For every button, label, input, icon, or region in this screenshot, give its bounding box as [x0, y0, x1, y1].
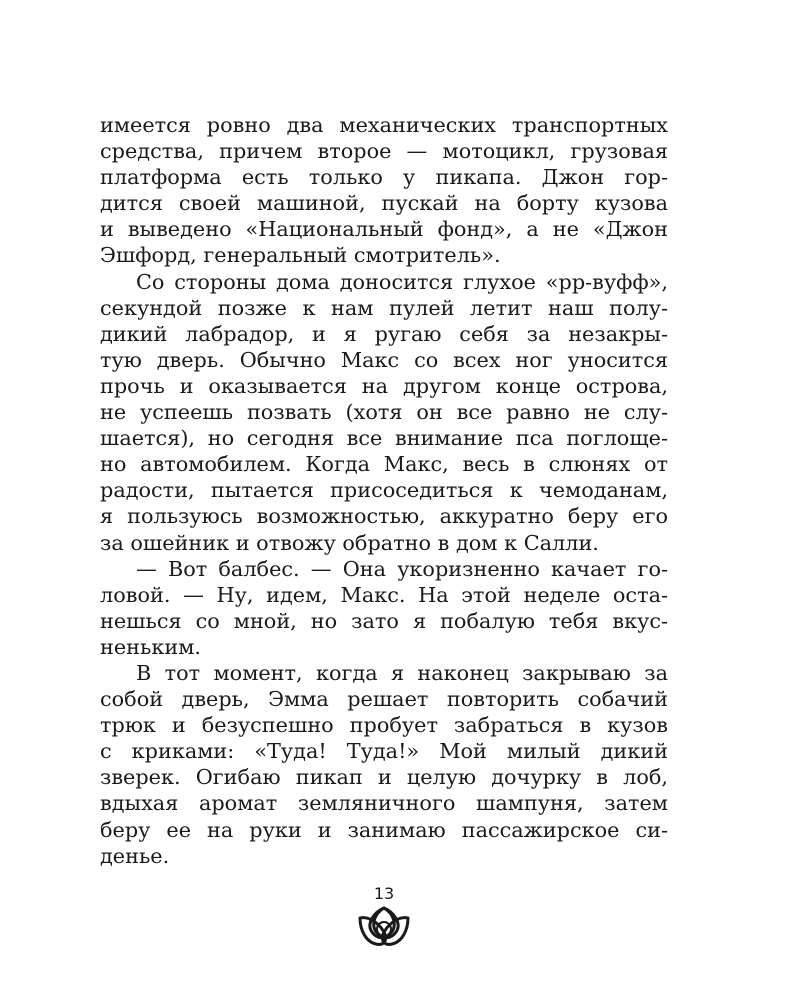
text-line: неньким. [100, 634, 201, 659]
text-line: Эшфорд, генеральный смотритель». [100, 243, 501, 268]
page-number: 13 [373, 884, 395, 903]
text-line: В тот момент, когда я наконец закрываю за [136, 660, 668, 685]
text-line: нешься со мной, но зато я побалую тебя вкус- [100, 608, 668, 633]
text-line: трюк и безуспешно пробует забраться в кузов [100, 713, 668, 738]
text-line: собой дверь, Эмма решает повторить собачий [100, 687, 668, 712]
text-line: Со стороны дома доносится глухое «рр-вуфф», [136, 269, 668, 294]
text-line: секундой позже к нам пулей летит наш полу- [100, 295, 668, 320]
text-line: но автомобилем. Когда Макс, весь в слюнях от [100, 452, 668, 477]
text-line: с криками: «Туда! Туда!» Мой милый дикий [100, 739, 668, 764]
text-line: не успеешь позвать (хотя он все равно не слу- [100, 400, 668, 425]
text-line: радости, пытается присоседиться к чемоданам, [100, 478, 668, 503]
text-line: имеется ровно два механических транспортных [100, 113, 668, 137]
text-line: вдыхая аромат земляничного шампуня, затем [100, 791, 668, 816]
text-line: за ошейник и отвожу обратно в дом к Салли. [100, 530, 599, 555]
text-line: я пользуюсь возможностью, аккуратно беру его [100, 504, 668, 529]
text-line: дикий лабрадор, и я ругаю себя за незакры- [100, 321, 668, 346]
text-line: денье. [100, 843, 170, 868]
body-text [100, 112, 668, 869]
text-line: платформа есть только у пикапа. Джон гор- [100, 165, 668, 190]
celtic-triquetra-icon [354, 904, 414, 948]
text-line: шается), но сегодня все внимание пса поглоще- [100, 426, 668, 451]
text-line: зверек. Огибаю пикап и целую дочурку в лоб, [100, 765, 668, 790]
text-line: средства, причем второе — мотоцикл, грузовая [100, 139, 668, 164]
text-line: — Вот балбес. — Она укоризненно качает го- [136, 556, 668, 581]
text-line: беру ее на руки и занимаю пассажирское си- [100, 817, 668, 842]
text-line: и выведено «Национальный фонд», а не «Джон [100, 217, 668, 242]
text-line: прочь и оказывается на другом конце острова, [100, 373, 668, 398]
text-line: дится своей машиной, пускай на борту кузова [100, 191, 668, 216]
text-line: тую дверь. Обычно Макс со всех ног уносится [100, 347, 668, 372]
text-line: ловой. — Ну, идем, Макс. На этой неделе оста- [100, 582, 668, 607]
